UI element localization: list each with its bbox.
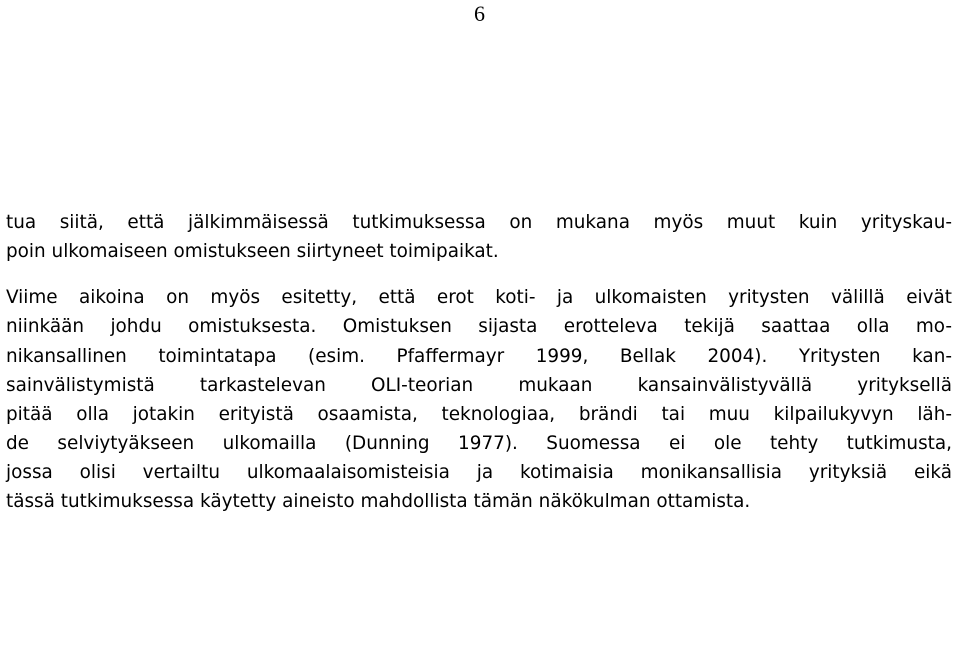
text-line: jossa olisi vertailtu ulkomaalaisomisteisia ja kotimaisia monikansallisia yrityksiä eikä — [6, 462, 952, 484]
document-body — [6, 208, 952, 517]
paragraph-gap — [6, 266, 952, 283]
page-number: 6 — [474, 1, 485, 26]
text-line: de selviytyäkseen ulkomailla (Dunning 1977). Suomessa ei ole tehty tutkimusta, — [6, 433, 952, 455]
text-line: tua siitä, että jälkimmäisessä tutkimuksessa on mukana myös muut kuin yrityskau- — [6, 212, 952, 233]
text-line: niinkään johdu omistuksesta. Omistuksen sijasta erotteleva tekijä saattaa olla mo- — [6, 316, 952, 338]
text-line: sainvälistymistä tarkastelevan OLI-teorian mukaan kansainvälistyvällä yrityksellä — [6, 374, 952, 396]
text-line: poin ulkomaiseen omistukseen siirtyneet toimipaikat. — [6, 241, 499, 263]
paragraph-1 — [6, 208, 952, 266]
text-line: nikansallinen toimintatapa (esim. Pfaffermayr 1999, Bellak 2004). Yritysten kan- — [6, 345, 952, 367]
text-line: Viime aikoina on myös esitetty, että erot koti- ja ulkomaisten yritysten välillä eivät — [6, 287, 952, 309]
text-line: tässä tutkimuksessa käytetty aineisto mahdollista tämän näkökulman ottamista. — [6, 491, 751, 513]
text-line: pitää olla jotakin erityistä osaamista, teknologiaa, brändi tai muu kilpailukyvyn läh- — [6, 403, 952, 425]
paragraph-2 — [6, 283, 952, 517]
